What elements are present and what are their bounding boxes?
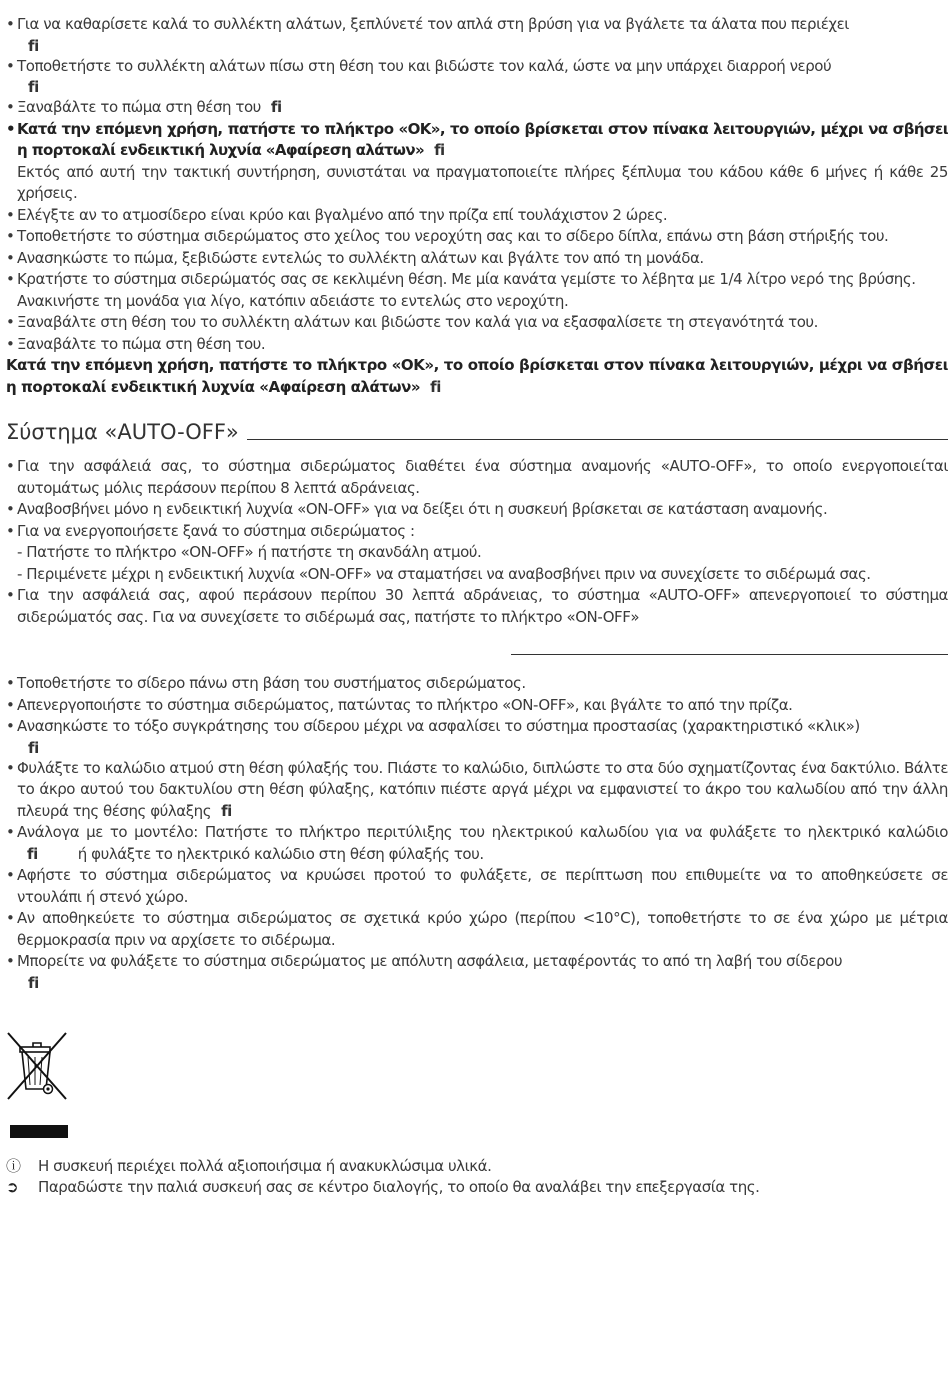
bullet: • [6, 909, 15, 927]
bullet: • [6, 866, 15, 884]
section-title: Σύστημα «AUTO-OFF» [6, 420, 239, 444]
sub-press-on-off: - Πατήστε το πλήκτρο «ON-OFF» ή πατήστε τη σκανδάλη ατμού. [17, 543, 482, 561]
weee-black-bar [10, 1125, 68, 1138]
bullet-text: Ανάλογα με το μοντέλο: Πατήστε το πλήκτρο περιτύλιξης του ηλεκτρικού καλωδίου για να φυλάξετε το ηλεκτρικό καλώδιο [17, 823, 948, 841]
bullet: • [6, 758, 15, 777]
final-press-ok [6, 355, 948, 398]
bullet-text: Ανασηκώστε το πώμα, ξεβιδώστε εντελώς το συλλέκτη αλάτων και βγάλτε τον από τη μονάδα. [17, 248, 704, 267]
bullet-check-cold [6, 205, 948, 227]
final-press-ok-text: Κατά την επόμενη χρήση, πατήστε το πλήκτρο «ΟΚ», το οποίο βρίσκεται στον πίνακα λειτουργιών, μέχρι να σβήσει η πορτοκαλί ενδεικτική λυχνία «Αφαίρεση αλάτων» [6, 356, 948, 396]
note-disposal [6, 1177, 948, 1199]
figure-ref-icon: fi [270, 98, 282, 116]
note-shake: Ανακινήστε τη μονάδα για λίγο, κατόπιν αδειάστε το εντελώς στο νεροχύτη. [17, 291, 569, 310]
section-auto-off [6, 418, 948, 446]
bullet-carry-handle [6, 951, 948, 993]
bullet-text: Αφήστε το σύστημα σιδερώματος να κρυώσει προτού το φυλάξετε, σε περίπτωση που επιθυμείτε να το αποθηκεύσετε σε ντουλάπι ή στενό χώρο. [17, 866, 948, 906]
bullet-text: Ξαναβάλτε το πώμα στη θέση του. [17, 334, 266, 353]
figure-ref-icon: fi [28, 78, 39, 96]
bullet-replace-collector [6, 56, 948, 98]
bullet-fill-boiler [6, 269, 948, 291]
bullet-text: Ξαναβάλτε στη θέση του το συλλέκτη αλάτων και βιδώστε τον καλά για να εξασφαλίσετε τη στεγανότητά του. [17, 313, 818, 331]
bullet: • [6, 205, 15, 224]
bullet: • [6, 56, 15, 75]
bullet-on-off-blink [6, 499, 948, 521]
bullet: • [6, 248, 15, 267]
figure-ref-icon: fi [221, 801, 232, 820]
figure-ref-icon: fi [434, 141, 445, 159]
bullet-refit-cap [6, 334, 948, 356]
note-text: Η συσκευή περιέχει πολλά αξιοποιήσιμα ή ανακυκλώσιμα υλικά. [38, 1156, 492, 1175]
bullet-cold-room [6, 908, 948, 951]
bullet-text: Για να ενεργοποιήσετε ξανά το σύστημα σιδερώματος : [17, 521, 415, 540]
bullet-switch-off [6, 695, 948, 717]
figure-ref-icon: fi [28, 738, 39, 757]
bullet-let-cool [6, 865, 948, 908]
bullet-text: Τοποθετήστε το σίδερο πάνω στη βάση του συστήματος σιδερώματος. [17, 674, 526, 692]
info-icon: ⓘ [6, 1156, 21, 1175]
bullet: • [6, 823, 15, 841]
bullet-text: Κρατήστε το σύστημα σιδερώματός σας σε κεκλιμένη θέση. Με μία κανάτα γεμίστε το λέβητα με 1/4 λίτρο νερό της βρύσης. [17, 270, 916, 288]
bullet: • [6, 457, 15, 475]
bullet-place-iron [6, 673, 948, 695]
bullet-replace-cap [6, 97, 948, 119]
note-text: Παραδώστε την παλιά συσκευή σας σε κέντρο διαλογής, το οποίο θα αναλάβει την επεξεργασία της. [38, 1178, 760, 1196]
weee-crossed-bin-icon [6, 1031, 76, 1101]
weee-bin-svg [6, 1031, 70, 1101]
bullet: • [6, 717, 15, 735]
bullet: • [6, 952, 15, 970]
storage-section-rule [511, 654, 948, 655]
bullet-cord-rewind [6, 822, 948, 865]
note-six-months: Εκτός από αυτή την τακτική συντήρηση, συνιστάται να πραγματοποιείτε πλήρες ξέπλυμα του κάδου κάθε 6 μήνες ή κάθε 25 χρήσεις. [17, 162, 948, 202]
bullet-text: Κατά την επόμενη χρήση, πατήστε το πλήκτρο «ΟΚ», το οποίο βρίσκεται στον πίνακα λειτουργιών, μέχρι να σβήσει η πορτοκαλί ενδεικτική λυχνία «Αφαίρεση αλάτων» [17, 119, 948, 159]
bullet-text: Τοποθετήστε το συλλέκτη αλάτων πίσω στη θέση του και βιδώστε τον καλά, ώστε να μην υπάρχει διαρροή νερού [17, 56, 832, 75]
bullet: • [6, 586, 15, 604]
content [6, 14, 948, 1199]
bullet-text: Ανασηκώστε το τόξο συγκράτησης του σίδερου μέχρι να ασφαλίσει το σύστημα προστασίας (χαρακτηριστικό «κλικ») [17, 717, 860, 735]
bullet-unscrew-collector [6, 248, 948, 270]
bullet: • [6, 334, 15, 353]
bullet-press-ok [6, 119, 948, 162]
bullet: • [6, 15, 15, 33]
figure-ref-icon: fi [28, 973, 39, 992]
bullet-text: Μπορείτε να φυλάξετε το σύστημα σιδερώματος με απόλυτη ασφάλεια, μεταφέροντάς το από τη λαβή του σίδερου [17, 952, 843, 970]
bullet: • [6, 695, 15, 714]
bullet-refit-collector [6, 312, 948, 334]
bullet-text: Αν αποθηκεύετε το σύστημα σιδερώματος σε σχετικά κρύο χώρο (περίπου <10°C), τοποθετήστε το σε ένα χώρο με μέτρια θερμοκρασία πριν να αρχίσετε το σιδέρωμα. [17, 909, 948, 949]
bullet-rinse-collector [6, 14, 948, 56]
bullet-lock-arch [6, 716, 948, 758]
figure-ref-icon: fi [430, 377, 441, 396]
bullet-text: Ξαναβάλτε το πώμα στη θέση του [17, 98, 261, 116]
arrow-icon: ➲ [6, 1178, 19, 1196]
bullet: • [6, 98, 15, 116]
figure-ref-icon: fi [27, 844, 38, 863]
bullet-text: Ελέγξτε αν το ατμοσίδερο είναι κρύο και βγαλμένο από την πρίζα επί τουλάχιστον 2 ώρες. [17, 205, 668, 224]
bullet-auto-off-30min [6, 585, 948, 628]
sub-wait-light: - Περιμένετε μέχρι η ενδεικτική λυχνία «ON-OFF» να σταματήσει να αναβοσβήνει πριν να συνεχίσετε το σιδέρωμά σας. [17, 564, 871, 583]
bullet: • [6, 500, 15, 518]
bullet-text: Απενεργοποιήστε το σύστημα σιδερώματος, πατώντας το πλήκτρο «ON-OFF», και βγάλτε το από την πρίζα. [17, 695, 793, 714]
bullet-text: Φυλάξτε το καλώδιο ατμού στη θέση φύλαξής του. Πιάστε το καλώδιο, διπλώστε το στα δύο σχηματίζοντας ένα δακτύλιο. Βάλτε το άκρο αυτού του δακτυλίου στη θέση φύλαξης, κατόπιν πιέστε αργά μέχρι να εμφανιστεί το άκρο του καλωδίου από την άλλη πλευρά της θέσης φύλαξης [17, 758, 948, 820]
bullet: • [6, 227, 15, 245]
bullet-text: Για την ασφάλειά σας, αφού περάσουν περίπου 30 λεπτά αδράνειας, το σύστημα «AUTO-OFF» απενεργοποιεί το σύστημα σιδερώματός σας. Για να συνεχίσετε το σιδέρωμά σας, πατήστε το πλήκτρο «ON-OFF» [17, 586, 948, 626]
bullet-text: Για την ασφάλειά σας, το σύστημα σιδερώματος διαθέτει ένα σύστημα αναμονής «AUTO-OFF», το οποίο ενεργοποιείται αυτομάτως μόλις περάσουν περίπου 8 λεπτά αδράνειας. [17, 457, 948, 497]
bullet: • [6, 270, 15, 288]
bullet-auto-off-8min [6, 456, 948, 499]
bullet-text-tail: ή φυλάξτε το ηλεκτρικό καλώδιο στη θέση φύλαξής του. [77, 844, 484, 863]
bullet-place-sink [6, 226, 948, 248]
bullet-reactivate [6, 521, 948, 543]
bullet: • [6, 521, 15, 540]
bullet-text: Για να καθαρίσετε καλά το συλλέκτη αλάτων, ξεπλύνετέ τον απλά στη βρύση για να βγάλετε τα άλατα που περιέχει [17, 15, 849, 33]
bullet-store-steam-cord [6, 758, 948, 823]
bullet: • [6, 313, 15, 331]
bullet: • [6, 119, 15, 138]
note-recyclable [6, 1156, 948, 1178]
bullet-text: Αναβοσβήνει μόνο η ενδεικτική λυχνία «ON-OFF» για να δείξει ότι η συσκευή βρίσκεται σε κατάσταση αναμονής. [17, 500, 828, 518]
section-rule [247, 439, 948, 440]
bullet: • [6, 674, 15, 692]
bullet-text: Τοποθετήστε το σύστημα σιδερώματος στο χείλος του νεροχύτη σας και το σίδερο δίπλα, επάνω στη βάση στήριξής του. [17, 227, 889, 245]
figure-ref-icon: fi [28, 36, 39, 55]
